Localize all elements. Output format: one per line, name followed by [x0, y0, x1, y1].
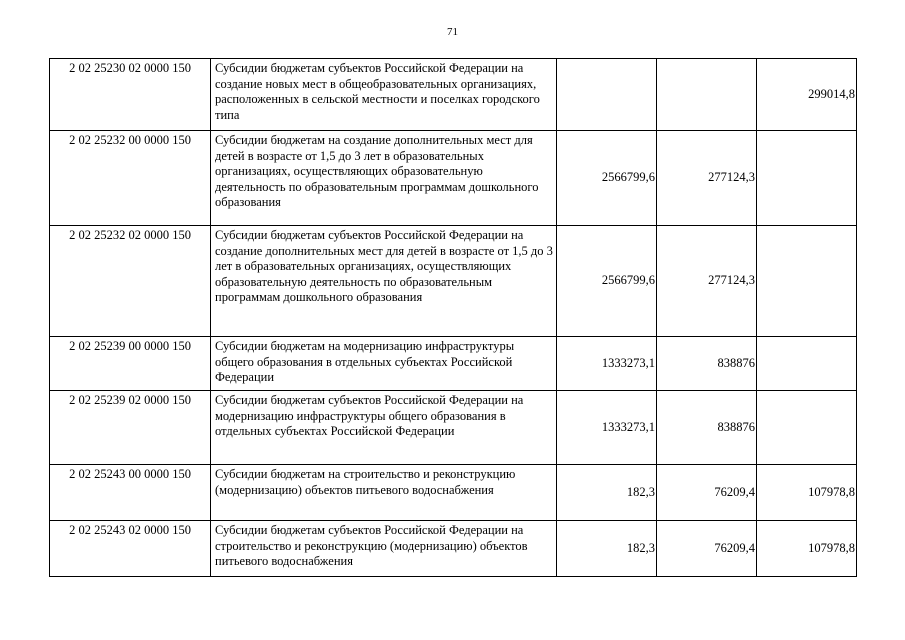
row-value-1: 1333273,1 — [557, 391, 657, 465]
row-value-2: 838876 — [657, 391, 757, 465]
row-value-3: 299014,8 — [757, 59, 857, 131]
row-description: Субсидии бюджетам на создание дополнительных мест для детей в возрасте от 1,5 до 3 лет в образовательных организациях, осуществляющих образовательную деятельность по образовательным программам дошкольного образования — [211, 131, 557, 226]
page-number: 71 — [447, 26, 458, 38]
row-value-3 — [757, 337, 857, 391]
table-row — [50, 337, 857, 391]
row-code: 2 02 25230 02 0000 150 — [50, 59, 211, 131]
table-row — [50, 521, 857, 577]
row-value-2: 76209,4 — [657, 465, 757, 521]
row-value-3: 107978,8 — [757, 521, 857, 577]
row-value-2: 76209,4 — [657, 521, 757, 577]
row-value-1: 1333273,1 — [557, 337, 657, 391]
table-row — [50, 226, 857, 337]
row-code: 2 02 25239 00 0000 150 — [50, 337, 211, 391]
table-row — [50, 59, 857, 131]
row-code: 2 02 25232 00 0000 150 — [50, 131, 211, 226]
row-value-2 — [657, 59, 757, 131]
row-value-2: 838876 — [657, 337, 757, 391]
row-value-1: 2566799,6 — [557, 226, 657, 337]
row-value-1: 182,3 — [557, 521, 657, 577]
row-value-3 — [757, 391, 857, 465]
row-description: Субсидии бюджетам на модернизацию инфраструктуры общего образования в отдельных субъектах Российской Федерации — [211, 337, 557, 391]
row-value-3 — [757, 226, 857, 337]
row-value-3 — [757, 131, 857, 226]
row-description: Субсидии бюджетам субъектов Российской Федерации на создание новых мест в общеобразовательных организациях, расположенных в сельской местности и поселках городского типа — [211, 59, 557, 131]
table-row — [50, 391, 857, 465]
table-row — [50, 131, 857, 226]
row-description: Субсидии бюджетам субъектов Российской Федерации на создание дополнительных мест для детей в возрасте от 1,5 до 3 лет в образовательных организациях, осуществляющих образовательную деятельность по образовательным программам дошкольного образования — [211, 226, 557, 337]
row-code: 2 02 25243 02 0000 150 — [50, 521, 211, 577]
row-value-1: 2566799,6 — [557, 131, 657, 226]
row-description: Субсидии бюджетам субъектов Российской Федерации на модернизацию инфраструктуры общего образования в отдельных субъектах Российской Федерации — [211, 391, 557, 465]
row-description: Субсидии бюджетам на строительство и реконструкцию (модернизацию) объектов питьевого водоснабжения — [211, 465, 557, 521]
budget-table — [49, 58, 857, 577]
row-value-1: 182,3 — [557, 465, 657, 521]
table-row — [50, 465, 857, 521]
row-description: Субсидии бюджетам субъектов Российской Федерации на строительство и реконструкцию (модернизацию) объектов питьевого водоснабжения — [211, 521, 557, 577]
row-code: 2 02 25243 00 0000 150 — [50, 465, 211, 521]
row-code: 2 02 25232 02 0000 150 — [50, 226, 211, 337]
row-code: 2 02 25239 02 0000 150 — [50, 391, 211, 465]
row-value-2: 277124,3 — [657, 131, 757, 226]
row-value-1 — [557, 59, 657, 131]
row-value-3: 107978,8 — [757, 465, 857, 521]
row-value-2: 277124,3 — [657, 226, 757, 337]
